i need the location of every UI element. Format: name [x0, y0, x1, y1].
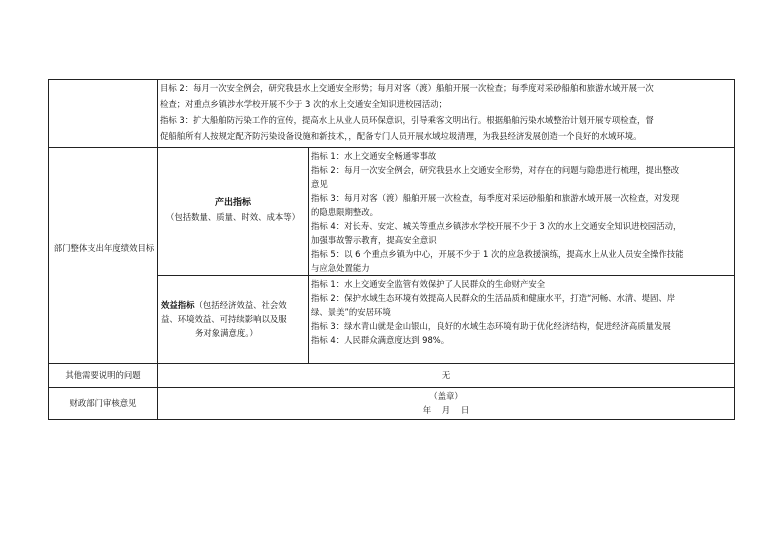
output-line-5: 的隐患限期整改。 [311, 207, 378, 217]
output-line-8: 指标 5：以 6 个重点乡镇为中心，开展不少于 1 次的应急救援演练，提高水上从业人员安全操作技能 [311, 249, 684, 259]
benefit-indicator-subtitle-1: （包括经济效益、社会效 [194, 300, 287, 310]
benefit-indicator-title: 效益指标 [161, 300, 195, 310]
output-line-6: 指标 4：对长寿、安定、城关等重点乡镇涉水学校开展不少于 3 次的水上交通安全知识进校园活动， [311, 221, 682, 231]
left-column-top-cell [48, 79, 158, 148]
top-row-line-2: 检查；对重点乡镇涉水学校开展不少于 3 次的水上交通安全知识进校园活动； [160, 99, 448, 109]
benefit-line-2: 指标 2：保护水域生态环境有效提高人民群众的生活品质和健康水平，打造“河畅、水清、堤固、岸 [311, 293, 676, 303]
top-row-line-3: 指标 3：扩大船舶防污染工作的宣传，提高水上从业人员环保意识，引导乘客文明出行。根据船舶污染水域整治计划开展专项检查，督 [160, 115, 654, 125]
top-row-line-1: 目标 2：每月一次安全例会，研究我县水上交通安全形势；每月对客（渡）船舶开展一次检查；每季度对采砂船舶和旅游水域开展一次 [160, 83, 654, 93]
other-issues-label: 其他需要说明的问题 [65, 370, 141, 380]
benefit-indicator-title-line [161, 299, 287, 311]
perf-label-cell [48, 147, 158, 364]
finance-review-date: 年 月 日 [422, 405, 470, 415]
output-line-1: 指标 1：水上交通安全畅通零事故 [311, 151, 437, 161]
output-indicator-subtitle: （包括数量、质量、时效、成本等） [166, 212, 300, 222]
output-line-3: 意见 [311, 179, 328, 189]
other-issues-value: 无 [441, 370, 451, 380]
benefit-indicator-subtitle-3: 务对象满意度。） [195, 328, 258, 338]
benefit-line-1: 指标 1：水上交通安全监管有效保护了人民群众的生命财产安全 [311, 279, 546, 289]
benefit-indicator-subtitle-2: 益、环境效益、可持续影响以及服 [161, 314, 287, 324]
benefit-line-4: 指标 3：绿水青山就是金山银山，良好的水域生态环境有助于优化经济结构，促进经济高质量发展 [311, 321, 671, 331]
finance-review-stamp: （盖章） [429, 391, 463, 401]
output-line-9: 与应急处置能力 [311, 263, 370, 273]
output-line-4: 指标 3：每月对客（渡）船舶开展一次检查，每季度对采运砂船舶和旅游水域开展一次检查，对发现 [311, 193, 680, 203]
top-row-line-4: 促船舶所有人按规定配齐防污染设备设施和新技术，，配备专门人员开展水域垃圾清理，为我县经济发展创造一个良好的水域环境。 [160, 131, 642, 141]
output-indicator-title: 产出指标 [214, 198, 251, 208]
finance-review-label: 财政部门审核意见 [69, 398, 137, 408]
output-line-7: 加强事故警示教育，提高安全意识 [311, 235, 437, 245]
benefit-line-3: 绿、景美”的安居环境 [311, 307, 391, 317]
benefit-line-5: 指标 4：人民群众满意度达到 98%。 [311, 335, 450, 345]
perf-target-label: 部门整体支出年度绩效目标 [53, 243, 155, 253]
output-line-2: 指标 2：每月一次安全例会，研究我县水上交通安全形势，对存在的问题与隐患进行梳理，提出整改 [311, 165, 680, 175]
